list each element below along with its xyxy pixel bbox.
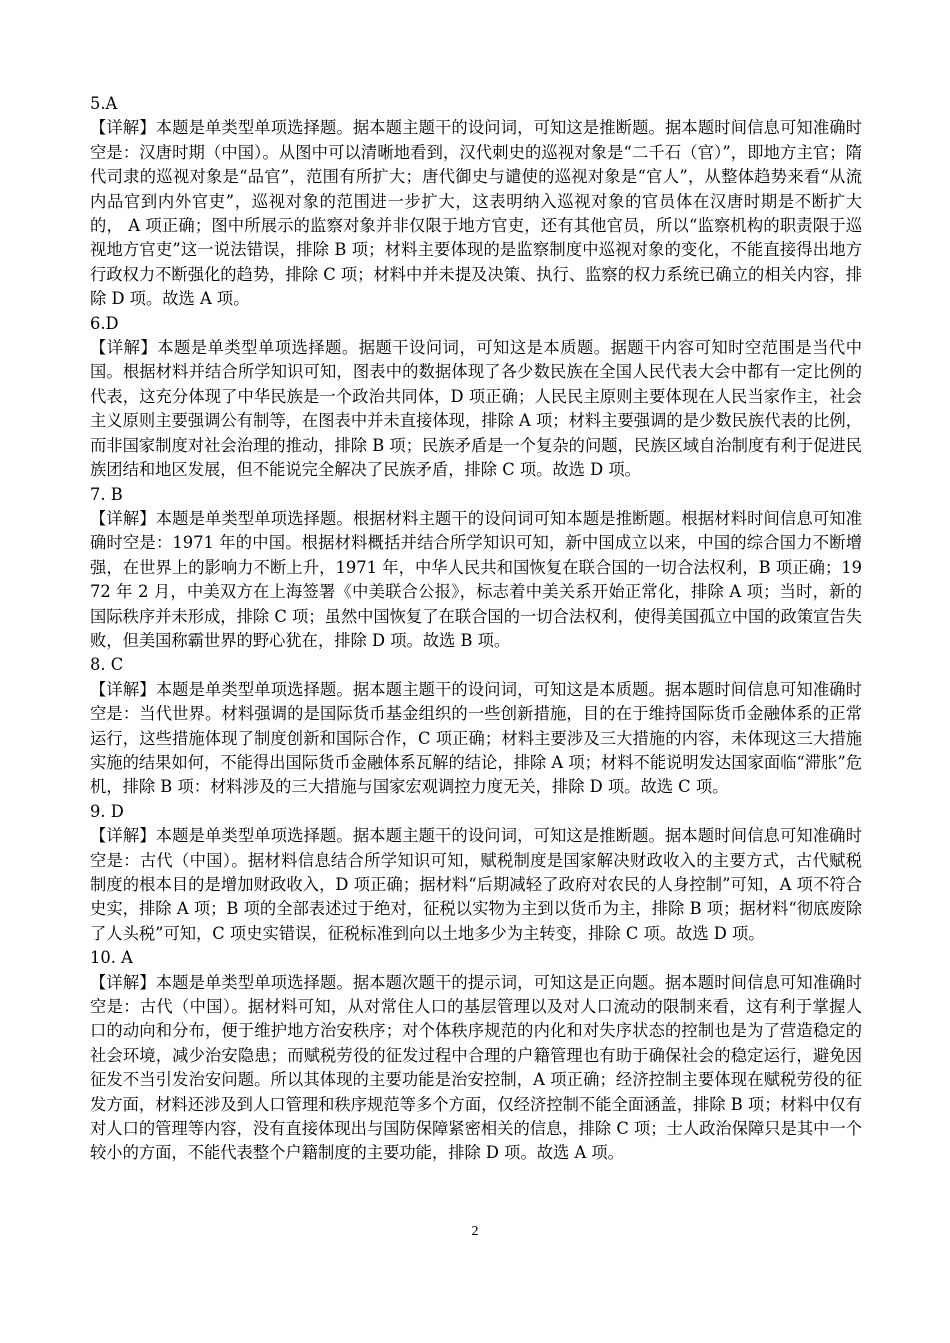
question-number: 9. D [90,801,124,821]
explanation-text: 本题是单类型单项选择题。根据材料主题干的设问词可知本题是推断题。根据材料时间信息可知准确时空是：1971 年的中国。根据材料概括并结合所学知识可知，新中国成立以来，中国的综合国力不断增强，在世界上的影响力不断上升，1971 年，中华人民共和国恢复在联合国的一切合法权利，B 项正确；1972 年 2 月，中美双方在上海签署《中美联合公报》，标志着中美关系开始正常化，排除 A 项；当时，新的国际秩序并未形成，排除 C 项；虽然中国恢复了在联合国的一切合法权利，使得美国孤立中国的政策宣告失败，但美国称霸世界的野心犹在，排除 D 项。故选 B 项。 [90,508,862,650]
explanation-text: 本题是单类型单项选择题。据本题主题干的设问词，可知这是推断题。据本题时间信息可知准确时空是：古代（中国）。据材料信息结合所学知识可知，赋税制度是国家解决财政收入的主要方式，古代赋税制度的根本目的是增加财政收入，D 项正确；据材料“后期减轻了政府对农民的人身控制”可知，A 项不符合史实，排除 A 项；B 项的全部表述过于绝对，征税以实物为主到以货币为主，排除 B 项；据材料“彻底废除了人头税”可知，C 项史实错误，征税标准到向以土地多少为主转变，排除 C 项。故选 D 项。 [90,826,862,943]
question-9 [90,800,862,946]
question-number: 8. C [90,655,124,675]
explanation-paragraph [90,971,862,1166]
explanation-prefix: 【详解】 [90,826,156,846]
answer-explanations [90,92,862,1166]
explanation-text: 本题是单类型单项选择题。据本题主题干的设问词，可知这是本质题。据本题时间信息可知准确时空是：当代世界。材料强调的是国际货币基金组织的一些创新措施，目的在于维持国际货币金融体系的正常运行，这些措施体现了制度创新和国际合作，C 项正确；材料主要涉及三大措施的内容，未体现这三大措施实施的结果如何，不能得出国际货币金融体系瓦解的结论，排除 A 项；材料不能说明发达国家面临“滞胀”危机，排除 B 项：材料涉及的三大措施与国家宏观调控力度无关，排除 D 项。故选 C 项。 [90,679,862,797]
explanation-text: 本题是单类型单项选择题。据题干设问词，可知这是本质题。据题干内容可知时空范围是当代中国。根据材料并结合所学知识可知，图表中的数据体现了各少数民族在全国人民代表大会中都有一定比例的代表，这充分体现了中华民族是一个政治共同体，D 项正确；人民民主原则主要体现在人民当家作主，社会主义原则主要强调公有制等，在图表中并未直接体现，排除 A 项；材料主要强调的是少数民族代表的比例，而非国家制度对社会治理的推动，排除 B 项；民族矛盾是一个复杂的问题，民族区域自治制度有利于促进民族团结和地区发展，但不能说完全解决了民族矛盾，排除 C 项。故选 D 项。 [90,338,862,480]
explanation-paragraph [90,678,862,800]
explanation-paragraph [90,116,862,311]
explanation-prefix: 【详解】 [90,679,156,699]
explanation-text: 本题是单类型单项选择题。据本题次题干的提示词，可知这是正向题。据本题时间信息可知准确时空是：古代（中国）。据材料可知，从对常住人口的基层管理以及对人口流动的限制来看，这有利于掌握人口的动向和分布，便于维护地方治安秩序；对个体秩序规范的内化和对失序状态的控制也是为了营造稳定的社会环境，减少治安隐患；而赋税劳役的征发过程中合理的户籍管理也有助于确保社会的稳定运行，避免因征发不当引发治安问题。所以其体现的主要功能是治安控制，A 项正确；经济控制主要体现在赋税劳役的征发方面，材料还涉及到人口管理和秩序规范等多个方面，仅经济控制不能全面涵盖，排除 B 项；材料中仅有对人口的管理等内容，没有直接体现出与国防保障紧密相关的信息，排除 C 项；士人政治保障只是其中一个较小的方面，不能代表整个户籍制度的主要功能，排除 D 项。故选 A 项。 [90,972,862,1163]
explanation-paragraph [90,336,862,482]
explanation-prefix: 【详解】 [90,972,156,992]
explanation-prefix: 【详解】 [90,118,156,138]
question-10 [90,946,862,1166]
explanation-prefix: 【详解】 [90,338,158,358]
question-6 [90,312,862,483]
question-8 [90,653,862,799]
question-number: 7. B [90,484,123,504]
question-number: 10. A [90,948,133,968]
explanation-text: 本题是单类型单项选择题。据本题主题干的设问词，可知这是推断题。据本题时间信息可知准确时空是：汉唐时期（中国）。从图中可以清晰地看到，汉代刺史的巡视对象是“二千石（官）”，即地方主官；隋代司隶的巡视对象是“品官”，范围有所扩大；唐代御史与谴使的巡视对象是“官人”，从整体趋势来看“从流内品官到内外官吏”，巡视对象的范围进一步扩大，这表明纳入巡视对象的官员体在汉唐时期是不断扩大的， A 项正确；图中所展示的监察对象并非仅限于地方官吏，还有其他官员，所以“监察机构的职责限于巡视地方官吏”这一说法错误，排除 B 项；材料主要体现的是监察制度中巡视对象的变化，不能直接得出地方行政权力不断强化的趋势，排除 C 项；材料中并未提及决策、执行、监察的权力系统已确立的相关内容，排除 D 项。故选 A 项。 [90,118,862,309]
explanation-paragraph [90,824,862,946]
question-number: 6.D [90,313,119,333]
question-7 [90,483,862,654]
question-5 [90,92,862,312]
question-number: 5.A [90,94,118,113]
page-number: 2 [471,1224,479,1239]
explanation-prefix: 【详解】 [90,508,156,528]
explanation-paragraph [90,507,862,653]
